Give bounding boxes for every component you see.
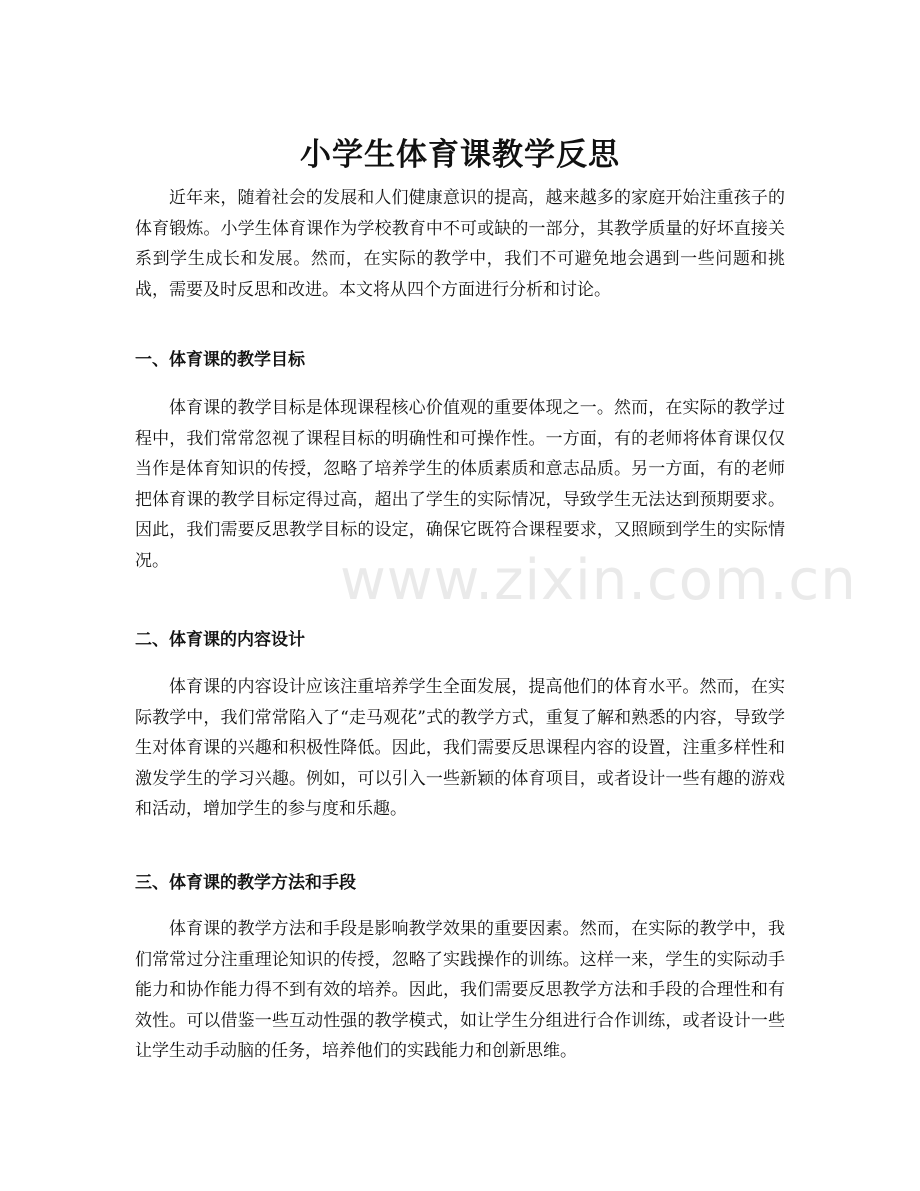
- section-heading-goals: 一、体育课的教学目标: [135, 350, 305, 370]
- section-body-methods: 体育课的教学方法和手段是影响教学效果的重要因素。然而，在实际的教学中，我们常常过分注重理论知识的传授，忽略了实践操作的训练。这样一来，学生的实际动手能力和协作能力得不到有效的培养。因此，我们需要反思教学方法和手段的合理性和有效性。可以借鉴一些互动性强的教学模式，如让学生分组进行合作训练，或者设计一些让学生动手动脑的任务，培养他们的实践能力和创新思维。: [135, 919, 785, 1061]
- section-heading-methods: 三、体育课的教学方法和手段: [135, 873, 356, 893]
- section-body-content: 体育课的内容设计应该注重培养学生全面发展，提高他们的体育水平。然而，在实际教学中，我们常常陷入了“走马观花”式的教学方式，重复了解和熟悉的内容，导致学生对体育课的兴趣和积极性降低。因此，我们需要反思课程内容的设置，注重多样性和激发学生的学习兴趣。例如，可以引入一些新颖的体育项目，或者设计一些有趣的游戏和活动，增加学生的参与度和乐趣。: [135, 677, 785, 819]
- section-heading-content: 二、体育课的内容设计: [135, 630, 305, 650]
- document-title: 小学生体育课教学反思: [300, 136, 620, 173]
- watermark: www.zixin.com.cn: [340, 548, 857, 613]
- intro-paragraph: 近年来，随着社会的发展和人们健康意识的提高，越来越多的家庭开始注重孩子的体育锻炼。小学生体育课作为学校教育中不可或缺的一部分，其教学质量的好坏直接关系到学生成长和发展。然而，在实际的教学中，我们不可避免地会遇到一些问题和挑战，需要及时反思和改进。本文将从四个方面进行分析和讨论。: [135, 188, 785, 300]
- section-body-goals: 体育课的教学目标是体现课程核心价值观的重要体现之一。然而，在实际的教学过程中，我们常常忽视了课程目标的明确性和可操作性。一方面，有的老师将体育课仅仅当作是体育知识的传授，忽略了培养学生的体质素质和意志品质。另一方面，有的老师把体育课的教学目标定得过高，超出了学生的实际情况，导致学生无法达到预期要求。因此，我们需要反思教学目标的设定，确保它既符合课程要求，又照顾到学生的实际情况。: [135, 398, 785, 571]
